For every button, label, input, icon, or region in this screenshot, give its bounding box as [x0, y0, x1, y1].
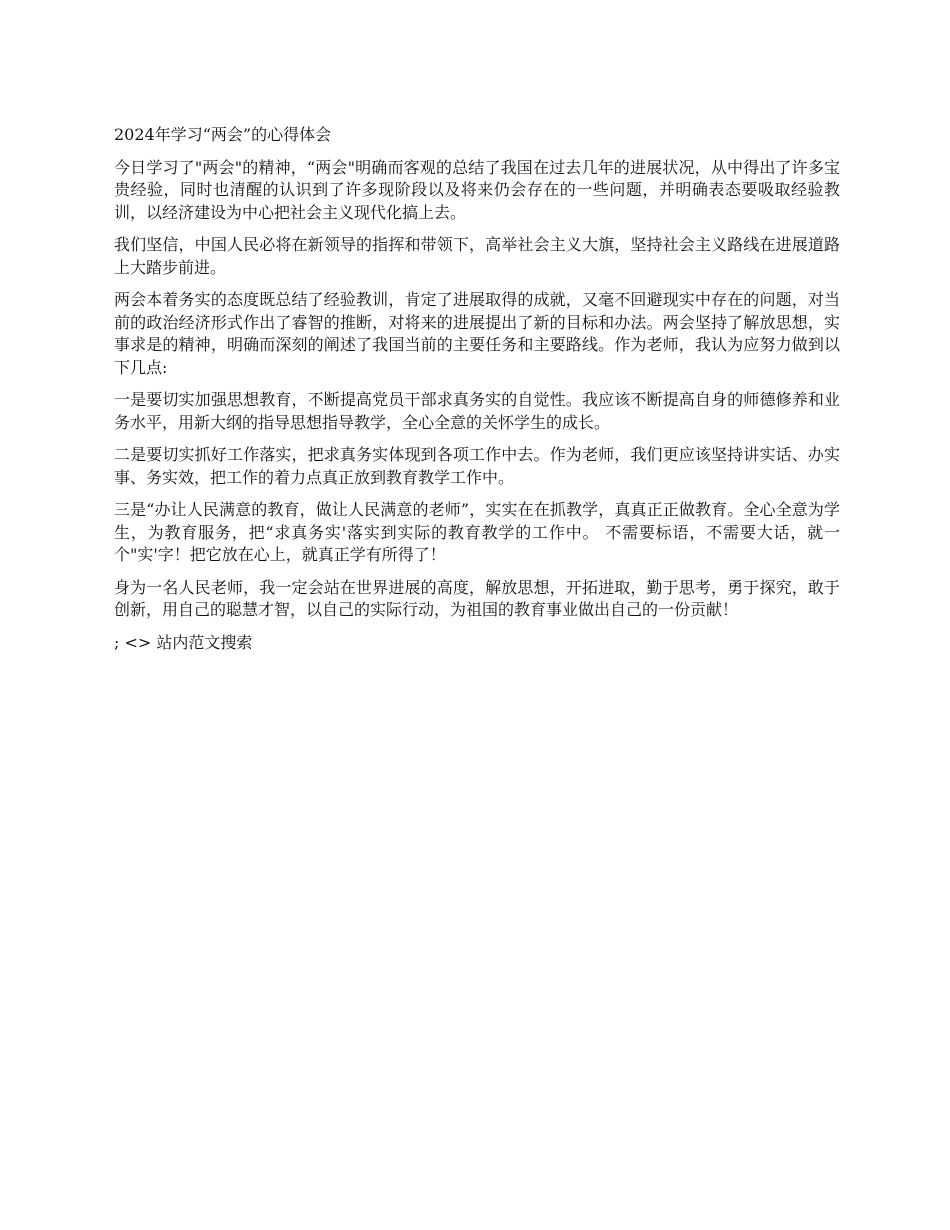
document-title: 2024年学习“两会”的心得体会 — [114, 125, 332, 144]
paragraph-intro: 今日学习了"两会"的精神，“两会"明确而客观的总结了我国在过去几年的进展状况，从中得出了许多宝贵经验，同时也清醒的认识到了许多现阶段以及将来仍会存在的一些问题，并明确表态要吸取经验教训，以经济建设为中心把社会主义现代化搞上去。 — [114, 157, 840, 222]
paragraph-conclusion: 身为一名人民老师，我一定会站在世界进展的高度，解放思想，开拓进取，勤于思考，勇于探究，敢于创新，用自己的聪慧才智，以自己的实际行动，为祖国的教育事业做出自己的一份贡献！ — [114, 577, 840, 619]
site-search-link[interactable]: ; <> 站内范文搜索 — [114, 632, 253, 652]
paragraph-point-one: 一是要切实加强思想教育，不断提高党员干部求真务实的自觉性。我应该不断提高自身的师德修养和业务水平，用新大纲的指导思想指导教学，全心全意的关怀学生的成长。 — [114, 390, 840, 432]
paragraph-belief: 我们坚信，中国人民必将在新领导的指挥和带领下，高举社会主义大旗，坚持社会主义路线在进展道路上大踏步前进。 — [114, 235, 840, 277]
paragraph-point-three: 三是“办让人民满意的教育，做让人民满意的老师”，实实在在抓教学，真真正正做教育。全心全意为学生，为教育服务，把“求真务实'落实到实际的教育教学的工作中。 不需要标语，不需要大话，就一个"实'字！把它放在心上，就真正学有所得了！ — [114, 500, 840, 564]
paragraph-point-two: 二是要切实抓好工作落实，把求真务实体现到各项工作中去。作为老师，我们更应该坚持讲实话、办实事、务实效，把工作的着力点真正放到教育教学工作中。 — [114, 445, 840, 487]
document-page — [114, 124, 840, 654]
paragraph-summary: 两会本着务实的态度既总结了经验教训，肯定了进展取得的成就，又毫不回避现实中存在的问题，对当前的政治经济形式作出了睿智的推断，对将来的进展提出了新的目标和办法。两会坚持了解放思想，实事求是的精神，明确而深刻的阐述了我国当前的主要任务和主要路线。作为老师，我认为应努力做到以下几点: — [114, 290, 840, 377]
